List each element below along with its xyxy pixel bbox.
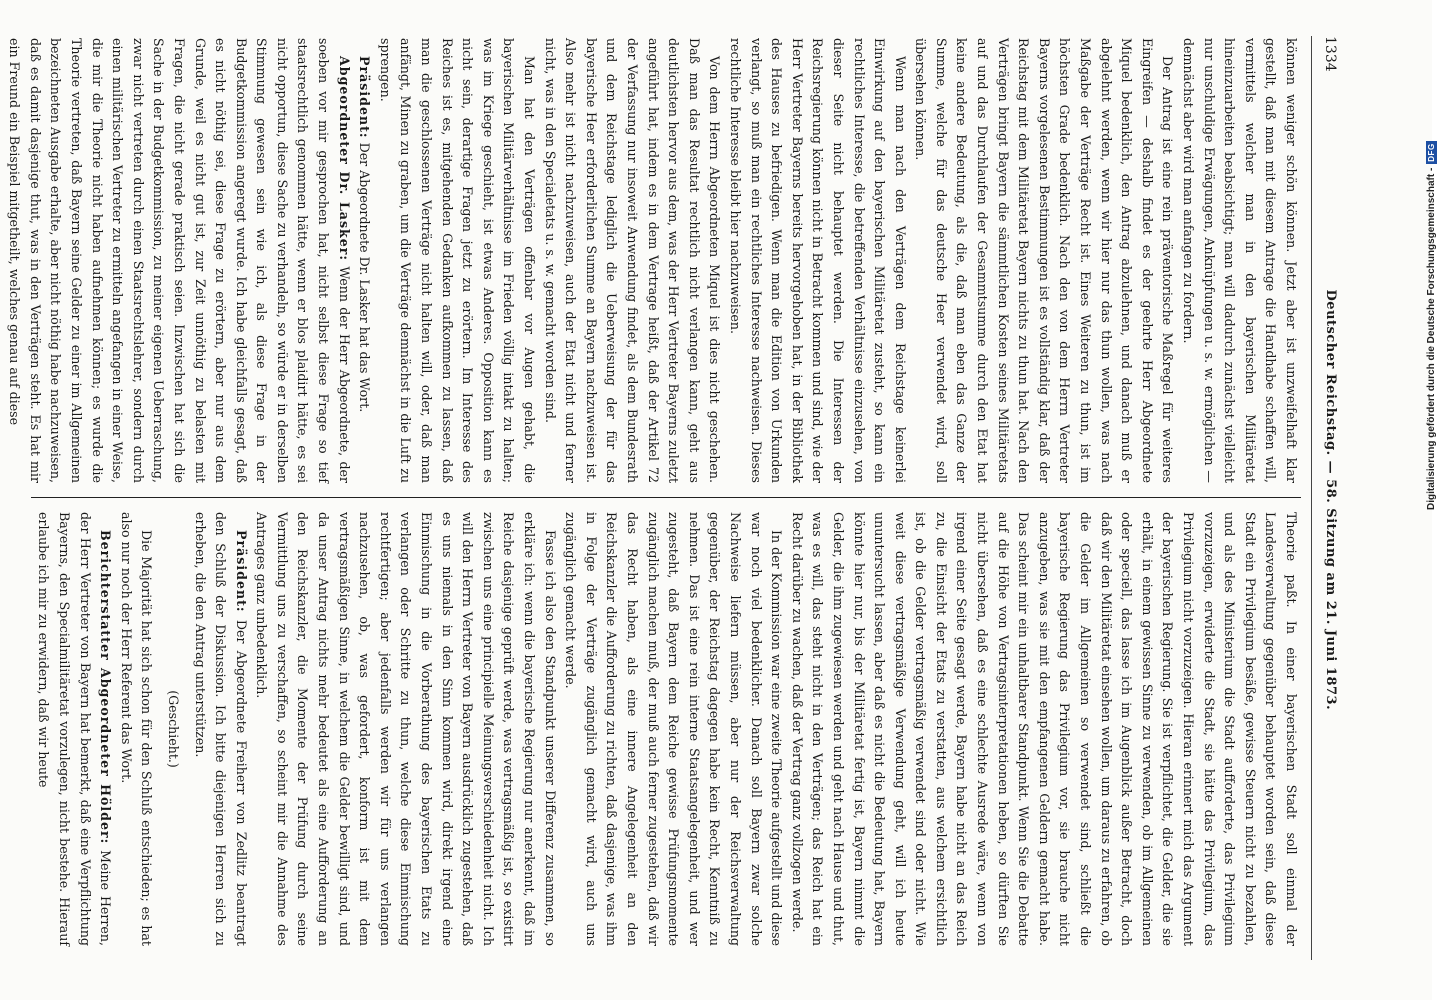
digitization-credit [1426, 141, 1437, 510]
paragraph: Von dem Herrn Abgeordneten Miquel ist dies nicht geschehen. Daß man das Resultat rechtlich nicht verlangen kann, geht aus deutlichsten hervor aus dem, was der Herr Vertreter Bayerns zuletzt angeführt hat, indem es in dem Vertrage heißt, daß der Artikel 72 der Verfassung nur insoweit Anwendung findet, als dem Bundesrath und dem Reichstage lediglich die Ueberweisung der für das bayerische Heer erforderlichen Summe an Bayern nachzuweisen ist. Also mehr ist nicht nachzuweisen, auch der Etat nicht und ferner nicht, was in den Specialetats u. s. w. gemacht worden sind. [542, 38, 723, 483]
newspaper-page [7, 0, 1345, 1000]
speaker-label: Präsident: [357, 56, 373, 139]
paragraph: Man hat den Verträgen offenbar vor Augen gehabt, die bayerischen Militärverhältnisse im Frieden völlig intakt zu halten; was im Kriege geschieht, ist etwas Anderes. Opposition kann es nicht sein, derartige Fragen jetzt zu erörtern. Im Interesse des Reiches ist es, mitgehenden Gedanken aufkommen zu lassen, daß man die geschlossenen Verträge nicht halten will, oder, daß man anfängt, Minen zu graben, um die Verträge demnächst in die Luft zu sprengen. [377, 38, 538, 483]
speech-paragraph [189, 512, 251, 946]
speech-text: Wenn der Herr Abgeordnete, der soeben vor mir gesprochen hat, nicht selbst diese Frage so tief staatsrechtlich genommen hätte, wenn er blos plaidirt hätte, es sei nicht opportun, diese Sache zu verhandeln, so würde er in derselben Stimmung gewesen sein wie ich, als diese Frage in der Budgetkommission angeregt wurde. Ich habe gleichfalls gesagt, daß es nicht nöthig sei, diese Frage zu erörtern, aber nur aus dem Grunde, weil es nicht gut ist, zur Zeit unnöthig zu belasten mit Fragen, die nicht gerade praktisch seien. Inzwischen hat sich die Sache in der Budgetkommission, zu meiner eigenen Ueberraschung, zwar nicht vertreten durch einen Staatsrechtslehrer, sondern durch einen militärischen Vertreter zu ermitteln angefangen in einer Weise, die mir die Theorie nicht haben aufnehmen können; es wurde die Theorie vertreten, daß Bayern seine Gelder zu einer im Allgemeinen bezeichneten Ausgabe erhalte, aber nicht nöthig habe nachzuweisen, daß es damit dasjenige thut, was in den Verträgen steht. Es hat mir ein Freund ein Beispiel mitgetheilt, welches genau auf diese [7, 38, 352, 483]
paragraph: Fasse ich also den Standpunkt unserer Differenz zusammen, so erkläre ich: wenn die bayerische Regierung nur anerkennt, daß im Reiche dasjenige geprüft werde, was vertragsmäßig ist, so existirt zwischen uns eine principielle Meinungsverschiedenheit nicht. Ich will den Herrn Vertreter von Bayern ausdrücklich zugestehen, daß es uns niemals in den Sinn kommen wird, direkt irgend eine Einmischung in die Vorberathung des bayerischen Etats zu verlangen oder Schritte zu thun, welche diese Einmischung rechtfertigen; aber jedenfalls werden wir für uns verlangen nachzusehen, ob, was gefordert, konform ist mit dem vertragsmäßigen Sinne, in welchem die Gelder bewilligt sind, und da unser Antrag nichts mehr bedeutet als eine Aufforderung an den Reichskanzler, die Momente der Prüfung durch seine Vermittlung uns zu verschaffen, so scheint mir die Annahme des Antrages ganz unbedenklich. [254, 512, 558, 946]
paragraph: Wenn man nach den Verträgen dem Reichstage keinerlei Einwirkung auf den bayerischen Militäretat zusteht, so kann ein rechtliches Interesse, die betreffenden Verhältnisse einzusehen, von dieser Seite nicht behauptet werden. Die Interessen der Reichsregierung können nicht in Betracht kommen und sind, wie der Herr Vertreter Bayerns bereits hervorgehoben hat, in der Bibliothek des Hauses zu befriedigen. Wenn man die Edition von Urkunden verlangt, so muß man ein rechtliches Interesse nachweisen. Dieses rechtliche Interesse bleibt hier nachzuweisen. [727, 38, 908, 483]
paragraph: In der Kommission war eine zweite Theorie aufgestellt und diese war noch viel bedenklicher. Danach soll Bayern zwar solche Nachweise liefern müssen, aber nur der Reichsverwaltung gegenüber, der Reichstag dagegen habe kein Recht, Kenntniß zu nehmen. Das ist eine rein interne Staatsangelegenheit, und wer zugesteht, daß Bayern dem Reiche gewisse Prüfungsmomente zugänglich machen muß, der muß auch ferner zugestehen, daß wir das Recht haben, als eine innere Angelegenheit an den Reichskanzler die Aufforderung zu richten, daß dasjenige, was ihm in Folge der Verträge zugänglich gemacht wird, auch uns zugänglich gemacht werde. [563, 512, 785, 946]
speech-text: Der Abgeordnete Dr. Lasker hat das Wort. [357, 142, 373, 413]
speech-paragraph [4, 38, 354, 483]
speech-paragraph [33, 512, 115, 946]
speaker-label: Präsident: [233, 530, 249, 613]
right-column [31, 498, 1301, 960]
speaker-label: Berichterstatter Abgeordneter Hölder: [98, 530, 114, 845]
speech-text: Der Abgeordnete Freiherr von Zedlitz beantragt den Schluß der Diskussion. Ich bitte diejenigen Herren sich zu erheben, die den Antrag unterstützen. [192, 512, 249, 946]
paragraph: Der Antrag ist eine rein präventorische Maßregel für weiteres Eingreifen — deshalb findet es der geehrte Herr Abgeordnete Miquel bedenklich, den Antrag abzulehnen, und danach muß er abgelehnt werden, wenn wir hier nur das thun wollen, was nach Maßgabe der Verträge Recht ist. Eines Weiteren zu thun, ist im höchsten Grade bedenklich. Nach den von dem Herrn Vertreter Bayerns vorgelesenen Bestimmungen ist es vollständig klar, daß der Reichstag mit dem Militäretat Bayern nichts zu thun hat. Nach den Verträgen bringt Bayern die sämmtlichen Kosten seines Militäretats auf und das Durchlaufen der Gesammtsumme durch den Etat hat keine andere Bedeutung, als die, daß man eben das Ganze der Summe, welche für das deutsche Heer verwendet wird, soll übersehen können. [913, 38, 1176, 483]
left-column [7, 36, 1301, 498]
page-title: Deutscher Reichstag. — 58. Sitzung am 21. Juni 1873. [1323, 289, 1338, 711]
page-number: 1334 [1322, 36, 1339, 72]
paragraph: können weniger schön können. Jetzt aber ist unzweifelhaft klar gestellt, daß man mit diesem Antrage die Handhabe schaffen will, vermittels welcher man in den bayerischen Militäretat hineinzuarbeiten beabsichtigt; man will dadurch zunächst vielleicht nur unschuldige Erwägungen, Anknüpfungen u. s. w. ermöglichen — demnächst aber wird man anfangen zu fordern. [1181, 38, 1299, 483]
text-columns [7, 36, 1301, 960]
dfg-logo: DFG [1427, 143, 1436, 162]
credit-text: Digitalisierung gefördert durch die Deutsche Forschungsgemeinschaft - [1426, 167, 1437, 510]
page-header [1311, 36, 1345, 960]
speech-paragraph [354, 38, 375, 483]
speaker-label: Abgeordneter Dr. Lasker: [336, 56, 352, 262]
paragraph: Theorie paßt. In einer bayerischen Stadt soll einmal der Landesverwaltung gegenüber behauptet worden sein, daß diese Stadt ein Privilegium besäße, gewisse Steuern nicht zu bezahlen, und als des Ministerium die Stadt aufforderte, das Privilegium vorzuzeigen, erwiderte die Stadt, sie hätte das Privilegium, das Privilegium nicht vorzuzeigen. Hieran erinnert mich das Argument der bayerischen Regierung. Sie ist verpflichtet, die Gelder, die sie erhält, in einem gewissen Sinne zu verwenden, ob im Allgemeinen oder speciell, das lasse ich im Augenblick außer Betracht, doch daß wir den Militäretat einsehen wollen, um daraus zu erfahren, ob die Gelder im Allgemeinen so verwendet sind, schließt die bayerische Regierung das Privilegium vor, sie brauche nicht anzugeben, was sie mit den empfangenen Geldern gemacht habe. Das scheint mir ein unhaltbarer Standpunkt. Wenn Sie die Debatte auf die Höhe von Vertragsinterpretationen heben, so dürften Sie nicht übersehen, daß es eine schlechte Ausrede wäre, wenn von irgend einer Seite gesagt werde, Bayern habe nicht an das Reich zu, die Einsicht der Etats zu verstatten, aus welchem ersichtlich ist, ob die Gelder vertragsmäßig verwendet sind oder nicht. Wie weit diese vertragsmäßige Verwendung geht, will ich heute ununtersucht lassen, aber daß es nicht die Bedeutung hat, Bayern könnte hier nur, bis der Militäretat fertig ist, Bayern nimmt die Gelder, die ihm zugewiesen werden und geht nach Hause und thut, was es will, das steht nicht in den Verträgen; das Reich hat ein Recht darüber zu wachen, daß der Vertrag ganz vollzogen werde. [789, 512, 1299, 946]
speech-text: Meine Herren, der Herr Vertreter von Bayern hat bemerkt, daß eine Verpflichtung Bayerns, den Specialmilitäretat vorzulegen, nicht bestehe. Hierauf erlaube ich mir zu erwidern, daß wir heute [36, 512, 114, 946]
stage-direction: (Geschieht.) [165, 690, 181, 768]
paragraph: Die Majorität hat sich schon für den Schluß entschieden; es hat also nur noch der Herr Referent das Wort. [118, 512, 155, 946]
